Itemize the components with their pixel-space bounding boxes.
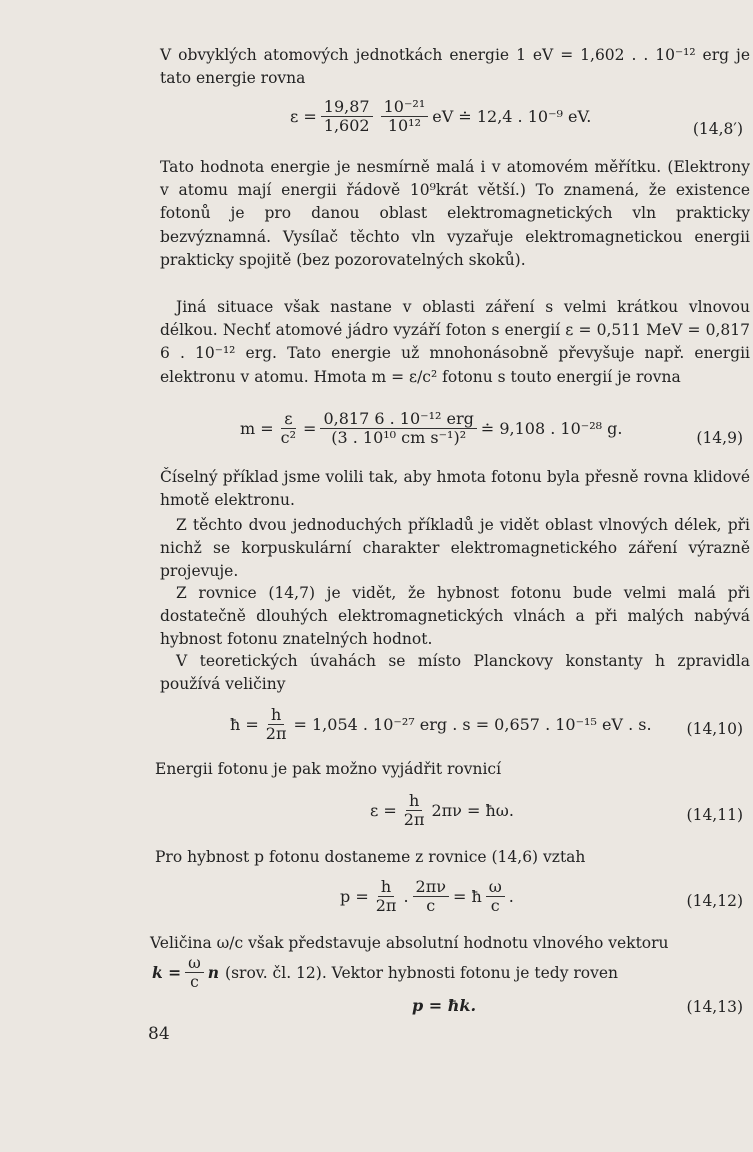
paragraph-2: Tato hodnota energie je nesmírně malá i v atomovém měřítku. (Elektrony v atomu mají energii řádově 10⁹krát větší.) To znamená, že existence fotonů je pro danou oblast elektromagnetických vln prakticky bezvýznamná. Vysílač těchto vln vyzařuje elektromagnetickou energii prakticky spojitě (bez pozorovatelných skoků). [160, 158, 750, 269]
eq1411-rest: 2πν = ħω. [431, 801, 514, 820]
equation-label-14-13: (14,13) [686, 998, 743, 1016]
equation-label-14-8: (14,8′) [692, 120, 743, 138]
eq1411-lhs: ε = [370, 801, 397, 820]
eq148-fraction-2: $\frac{\text{10⁻²¹}}{\text{10¹²}}$ [381, 98, 429, 135]
eq1412-lhs: p = [340, 887, 369, 906]
paragraph-8: Energii fotonu je pak možno vyjádřit rovnicí [155, 760, 502, 778]
eq1412-fraction-3: $\frac{\omega}{c}$ [486, 878, 505, 915]
equation-wave-vector [152, 954, 618, 991]
eq1410-rest: = 1,054 . 10⁻²⁷ erg . s = 0,657 . 10⁻¹⁵ eV . s. [293, 715, 652, 734]
eqk-vector: n [207, 963, 220, 982]
eq1412-fraction-2: $\frac{2\pi\nu}{c}$ [413, 878, 449, 915]
equation-label-14-10: (14,10) [686, 720, 743, 738]
equation-14-12: p = $\frac{h}{2\pi}$ . $\frac{2\pi\nu}{c}$ = ħ $\frac{\omega}{c}$ . [340, 877, 514, 915]
equation-14-8 [290, 98, 591, 135]
eqk-lhs: k = [152, 963, 182, 982]
equation-14-10 [230, 706, 652, 743]
eq1411-fraction: $\frac{h}{2\pi}$ [403, 791, 425, 829]
eq1410-lhs: ħ = [230, 715, 259, 734]
eq149-rest: ≐ 9,108 . 10⁻²⁸ g. [480, 419, 623, 438]
eq1412-fraction-1: $\frac{h}{2\pi}$ [375, 877, 397, 915]
equation-label-14-11: (14,11) [686, 806, 743, 824]
paragraph-1: V obvyklých atomových jednotkách energie 1 eV = 1,602 . . 10⁻¹² erg je tato energie rovna [160, 46, 750, 88]
eq149-fraction-2: $\frac{\text{0,817 6 . 10⁻¹² erg}}{\text{(3 . 10¹⁰ cm s⁻¹)²}}$ [320, 410, 476, 447]
paragraph-7: V teoretických úvahách se místo Planckovy konstanty h zpravidla používá veličiny [160, 652, 750, 694]
eq1412-mid: = ħ [452, 887, 482, 906]
eqk-fraction: $\frac{\omega}{c}$ [185, 954, 204, 991]
paragraph-3: Jiná situace však nastane v oblasti záření s velmi krátkou vlnovou délkou. Nechť atomové jádro vyzáří foton s energií ε = 0,511 MeV = 0,817 6 . 10⁻¹² erg. Tato energie už mnohonásobně převyšuje např. energii elektronu v atomu. Hmota m = ε/c² fotonu s touto energií je rovna [160, 298, 750, 386]
paragraph-9: Pro hybnost p fotonu dostaneme z rovnice (14,6) vztah [155, 848, 586, 866]
paragraph-6: Z rovnice (14,7) je vidět, že hybnost fotonu bude velmi malá při dostatečně dlouhých elektromagnetických vlnách a při malých nabývá hybnost fotonu znatelných hodnot. [160, 584, 750, 649]
equation-14-13 [412, 996, 476, 1015]
equation-14-11 [370, 792, 514, 829]
equation-label-14-12: (14,12) [686, 892, 743, 910]
paragraph-10b: (srov. čl. 12). Vektor hybnosti fotonu je tedy roven [225, 963, 619, 982]
eq148-rest: eV ≐ 12,4 . 10⁻⁹ eV. [432, 107, 592, 126]
paragraph-5: Z těchto dvou jednoduchých příkladů je vidět oblast vlnových délek, při nichž se korpuskulární charakter elektromagnetického záření výrazně projevuje. [160, 516, 750, 581]
paragraph-4: Číselný příklad jsme volili tak, aby hmota fotonu byla přesně rovna klidové hmotě elektronu. [160, 468, 750, 510]
eq149-lhs: m = [240, 419, 274, 438]
eq148-fraction-1: $\frac{19,87}{1,602}$ [321, 98, 373, 135]
equation-14-9: m = $\frac{\varepsilon}{\text{c²}}$ = $\frac{\text{0,817 6 . 10⁻¹² erg}}{\text{(3 . 10¹⁰ cm s⁻¹)²}}$ ≐ 9,108 . 10⁻²⁸ g. [240, 409, 623, 447]
eq148-lhs: ε = [290, 107, 317, 126]
eq1410-fraction: $\frac{h}{2\pi}$ [265, 705, 287, 743]
eq1413-expr: p = ħk. [412, 996, 477, 1015]
page-number: 84 [148, 1024, 170, 1044]
eq149-fraction-1: $\frac{\varepsilon}{\text{c²}}$ [280, 409, 297, 447]
paragraph-10a: Veličina ω/c však představuje absolutní hodnotu vlnového vektoru [150, 934, 669, 952]
equation-label-14-9: (14,9) [696, 429, 743, 447]
